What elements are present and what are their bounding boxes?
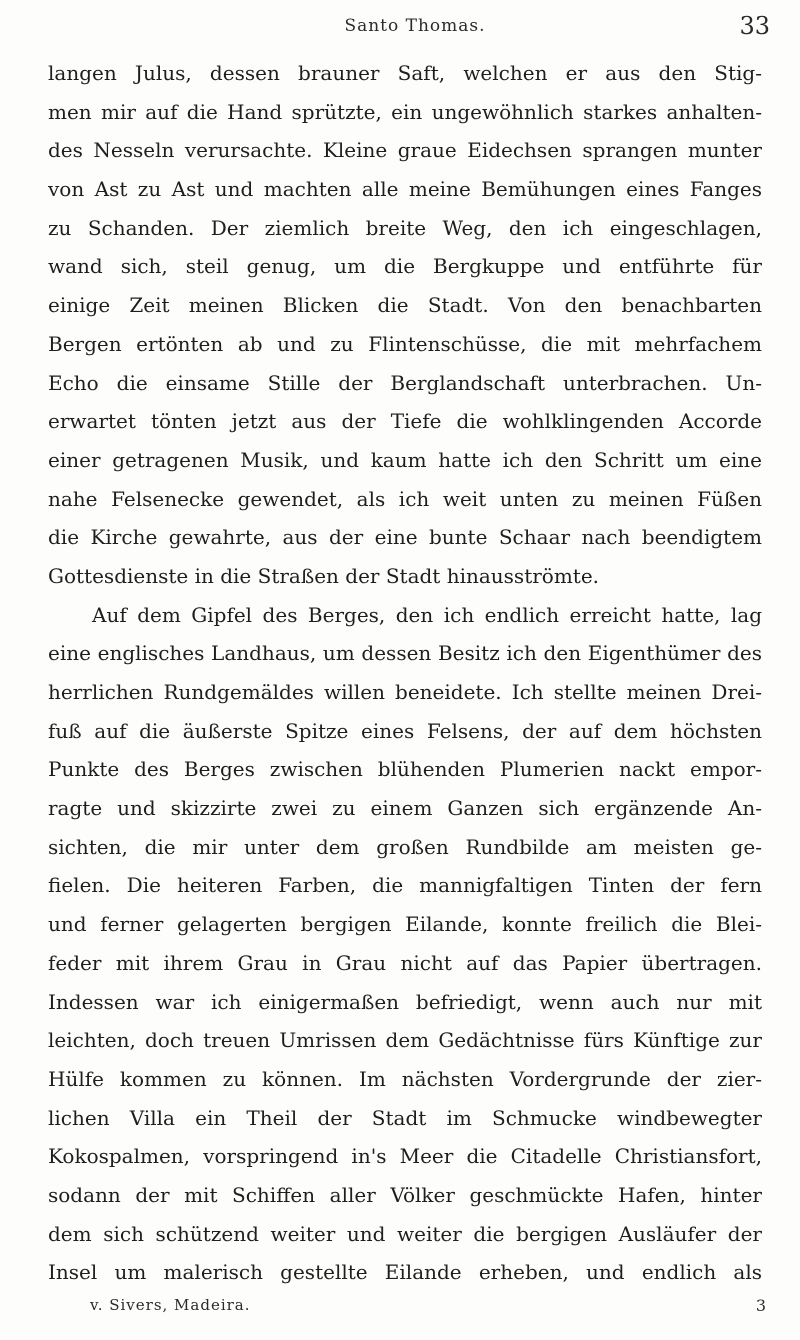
body-text [48, 54, 762, 1292]
running-head-title: Santo Thomas. [344, 16, 486, 36]
text-line: und ferner gelagerten bergigen Eilande, konnte freilich die Blei- [48, 912, 762, 937]
text-line: Hülfe kommen zu können. Im nächsten Vordergrunde der zier- [48, 1066, 762, 1091]
text-line: nahe Felsenecke gewendet, als ich weit unten zu meinen Füßen [48, 486, 762, 511]
text-line: Indessen war ich einigermaßen befriedigt, wenn auch nur mit [48, 989, 762, 1014]
text-line: Echo die einsame Stille der Berglandschaft unterbrachen. Un- [48, 370, 762, 395]
text-line: des Nesseln verursachte. Kleine graue Eidechsen sprangen munter [48, 138, 762, 163]
page-number: 33 [739, 12, 770, 40]
text-line: erwartet tönten jetzt aus der Tiefe die wohlklingenden Accorde [48, 409, 762, 434]
running-head [60, 12, 770, 40]
text-line: eine englisches Landhaus, um dessen Besitz ich den Eigenthümer des [48, 641, 762, 666]
text-line-paragraph-end: Gottesdienste in die Straßen der Stadt hinausströmte. [48, 563, 600, 588]
text-line: leichten, doch treuen Umrissen dem Gedächtnisse fürs Künftige zur [48, 1028, 762, 1053]
text-line: einer getragenen Musik, und kaum hatte ich den Schritt um eine [48, 447, 762, 472]
text-line: zu Schanden. Der ziemlich breite Weg, den ich eingeschlagen, [48, 215, 762, 240]
text-line: sichten, die mir unter dem großen Rundbilde am meisten ge- [48, 834, 762, 859]
text-line: Punkte des Berges zwischen blühenden Plumerien nackt empor- [48, 757, 762, 782]
text-line: von Ast zu Ast und machten alle meine Bemühungen eines Fanges [48, 177, 762, 202]
text-line: Insel um malerisch gestellte Eilande erheben, und endlich als [48, 1260, 762, 1285]
text-line: fuß auf die äußerste Spitze eines Felsens, der auf dem höchsten [48, 718, 762, 743]
text-line: lichen Villa ein Theil der Stadt im Schmucke windbewegter [48, 1105, 762, 1130]
text-line: ragte und skizzirte zwei zu einem Ganzen sich ergänzende An- [48, 796, 762, 821]
text-line: langen Julus, dessen brauner Saft, welchen er aus den Stig- [48, 61, 762, 85]
text-line: feder mit ihrem Grau in Grau nicht auf das Papier übertragen. [48, 950, 762, 975]
text-line: sodann der mit Schiffen aller Völker geschmückte Hafen, hinter [48, 1182, 762, 1207]
text-line: die Kirche gewahrte, aus der eine bunte Schaar nach beendigtem [48, 525, 762, 550]
text-line: Kokospalmen, vorspringend in's Meer die Citadelle Christiansfort, [48, 1144, 762, 1169]
text-line-paragraph-start: Auf dem Gipfel des Berges, den ich endlich erreicht hatte, lag [92, 602, 762, 627]
text-line: herrlichen Rundgemäldes willen beneidete. Ich stellte meinen Drei- [48, 680, 762, 704]
text-line: Bergen ertönten ab und zu Flintenschüsse, die mit mehrfachem [48, 331, 762, 356]
text-line: men mir auf die Hand sprützte, ein ungewöhnlich starkes anhalten- [48, 99, 762, 124]
sheet-number: 3 [755, 1296, 766, 1315]
text-line: wand sich, steil genug, um die Bergkuppe und entführte für [48, 254, 762, 279]
text-line: einige Zeit meinen Blicken die Stadt. Von den benachbarten [48, 293, 762, 318]
page-footer [90, 1296, 766, 1322]
text-line: fielen. Die heiteren Farben, die mannigfaltigen Tinten der fern [48, 873, 762, 898]
text-line: dem sich schützend weiter und weiter die bergigen Ausläufer der [48, 1221, 762, 1246]
printer-signature: v. Sivers, Madeira. [90, 1296, 251, 1314]
